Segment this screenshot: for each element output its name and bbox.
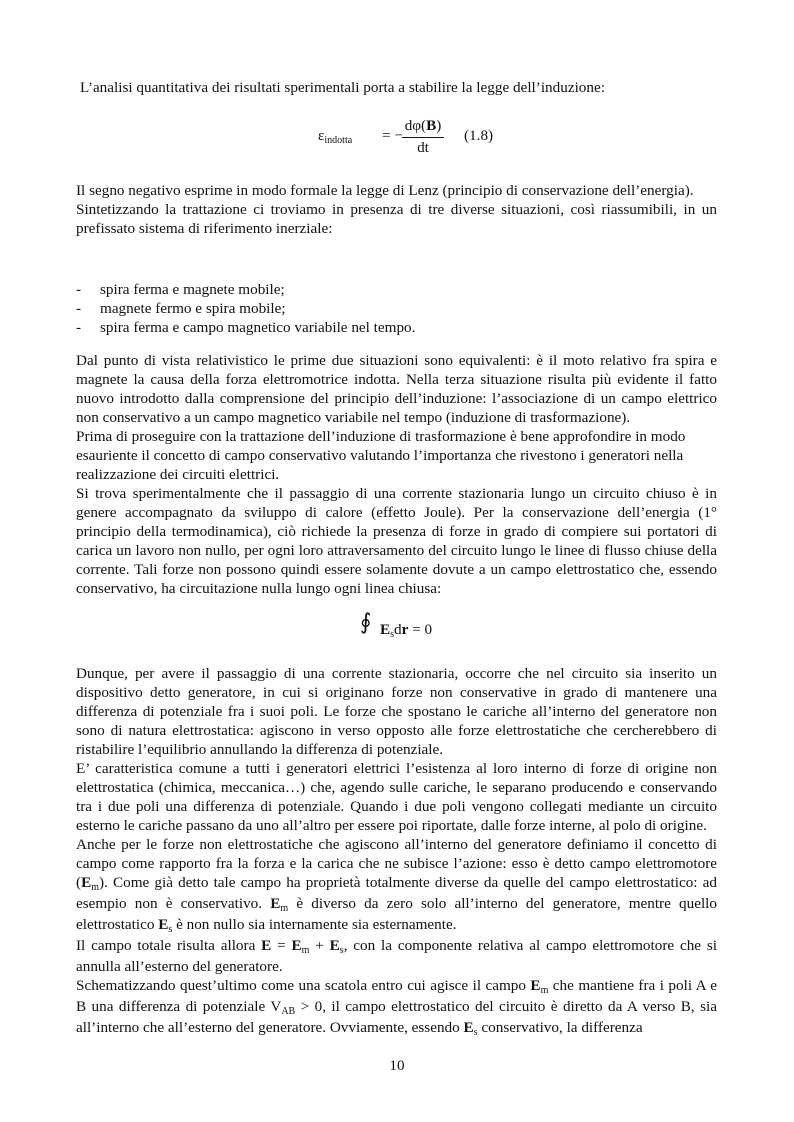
paragraph: Si trova sperimentalmente che il passaggio di una corrente stazionaria lungo un circuito chiuso è in genere accompagnato da sviluppo di calore (effetto Joule). Per la conservazione dell’energia (1° principio della termodinamica), ciò richiede la presenza di forze in grado di compiere sui portatori di carica un lavoro non nullo, per ogni loro attraversamento del circuito lungo le linee di flusso chiuse della corrente. Tali forze non possono quindi essere solamente dovute a un campo elettrostatico che, essendo conservativo, ha circuitazione nulla lungo ogni linea chiusa:: [76, 485, 717, 597]
paragraph: Il campo totale risulta allora E = Em + Es, con la componente relativa al campo elettromotore che si annulla all’esterno del generatore.: [76, 937, 717, 975]
emf-subscript: indotta: [324, 135, 353, 146]
paragraph: E’ caratteristica comune a tutti i generatori elettrici l’esistenza al loro interno di forze di origine non elettrostatica (chimica, meccanica…) che, agendo sulle cariche, le separano producendo e conservando tra i due poli una differenza di potenziale. Quando i due poli vengono collegati mediante un circuito esterno le cariche passano da uno all’altro per essere poi riportate, dalle forze interne, al polo di origine.: [76, 760, 717, 834]
emf-symbol: ε: [318, 127, 325, 144]
closed-integral-symbol: ∮: [360, 609, 372, 634]
lenz-paragraph: [76, 181, 717, 238]
paragraph: Schematizzando quest’ultimo come una scatola entro cui agisce il campo Em che mantiene fra i poli A e B una differenza di potenziale VAB > 0, il campo elettrostatico del circuito è diretto da A verso B, sia all’interno che all’esterno del generatore. Ovviamente, essendo Es conservativo, la differenza: [76, 977, 717, 1038]
induction-law-equation: [318, 116, 518, 156]
equals-minus: = −: [382, 127, 403, 144]
paragraph: Sintetizzando la trattazione ci troviamo in presenza di tre diverse situazioni, così riassumibili, in un prefissato sistema di riferimento inerziale:: [76, 201, 717, 237]
situations-list: [76, 280, 716, 337]
list-item: - magnete fermo e spira mobile;: [76, 300, 286, 317]
page-number: 10: [389, 1057, 405, 1074]
paragraph: Dunque, per avere il passaggio di una corrente stazionaria, occorre che nel circuito sia inserito un dispositivo detto generatore, in cui si originano forze non conservative in grado di mantenere una differenza di potenziale fra i suoi poli. Le forze che spostano le cariche all’interno del generatore non sono di natura elettrostatica: agiscono in verso opposto alle forze elettrostatiche che cercherebbero di ristabilire l’equilibrio annullando la differenza di potenziale.: [76, 665, 717, 758]
fraction-denominator: dt: [417, 139, 429, 156]
relativity-paragraphs: [76, 351, 717, 598]
intro-sentence: L’analisi quantitativa dei risultati sperimentali porta a stabilire la legge dell’induzione:: [80, 79, 605, 96]
paragraph: Anche per le forze non elettrostatiche che agiscono all’interno del generatore definiamo il concetto di campo come rapporto fra la forza e la carica che ne subisce l’azione: esso è detto campo elettromotore (Em). Come già detto tale campo ha proprietà totalmente diverse da quelle del campo elettrostatico: ad esempio non è conservativo. Em è diverso da zero solo all’interno del generatore, mentre quello elettrostatico Es è non nullo sia internamente sia esternamente.: [76, 836, 717, 935]
generator-paragraphs: [76, 664, 717, 1039]
paragraph: Prima di proseguire con la trattazione dell’induzione di trasformazione è bene approfondire in modo esauriente il concetto di campo conservativo valutando l’importanza che rivestono i generatori nella realizzazione dei circuiti elettrici.: [76, 428, 686, 483]
list-item: - spira ferma e campo magnetico variabile nel tempo.: [76, 319, 416, 336]
paragraph: Il segno negativo esprime in modo formale la legge di Lenz (principio di conservazione dell’energia).: [76, 182, 694, 199]
list-item: - spira ferma e magnete mobile;: [76, 281, 285, 298]
circulation-equation: ∮ Esdr = 0: [360, 609, 433, 640]
equation-number: (1.8): [464, 127, 494, 144]
fraction-numerator: dφ(B): [404, 117, 442, 134]
paragraph: Dal punto di vista relativistico le prime due situazioni sono equivalenti: è il moto relativo fra spira e magnete la causa della forza elettromotrice indotta. Nella terza situazione risulta più evidente il fatto nuovo introdotto dalla comprensione del principio dell’induzione: l’associazione di un campo elettrico non conservativo a un campo magnetico variabile nel tempo (induzione di trasformazione).: [76, 352, 717, 426]
